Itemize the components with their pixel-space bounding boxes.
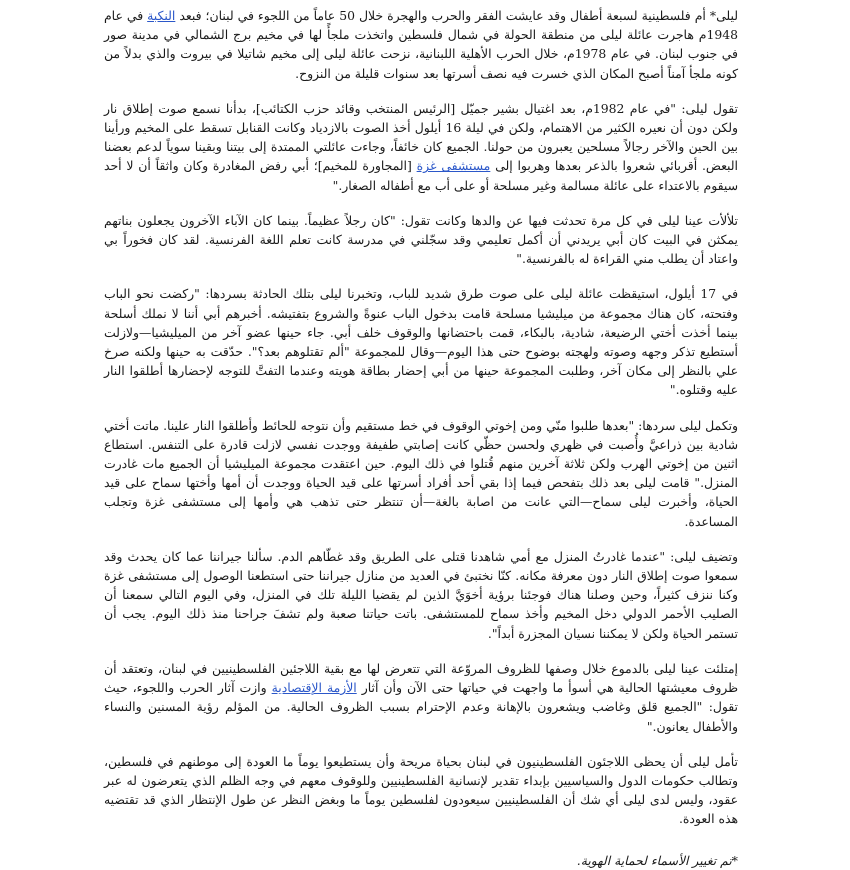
paragraph-1982-part-a: تقول ليلى: "في عام 1982م، بعد اغتيال بشير جميّل [الرئيس المنتخب وقائد حزب الكتائب]، بدأنا نسمع صوت إطلاق نار ولكن دون أن نعيره الكثير من الاهتمام، ولكن في ليلة 16 أيلول أخذ الصوت بالازدياد وكانت القنابل تسقط على المخيم ورأينا بين الحين والآخر رجالاً مسلحين يعبرون من حولنا. الجميع كان خائفاً، وجاءت عائلتي الممتدة إلى بيتنا وبقينا سوياً لدعم بعضنا البعض. أقربائي شعروا بالذعر بعدها وهربوا إلى — [104, 100, 739, 174]
paragraph-escape: وتضيف ليلى: "عندما غادرتُ المنزل مع أمي شاهدنا قتلى على الطريق وقد غطّاهم الدم. سألنا جيراننا عما كان يحدث وقد سمعوا صوت إطلاق النار دون معرفة مكانه. كنّا نختبئ في العديد من منازل جيراننا حتى استطعنا الوصول إلى مستشفى غزة وكنا ننزف كثيراً، وحين وصلنا هناك فوجئنا برؤية أخوَيَّ الذين لم يقضيا الليلة تلك في المنزل، وفي اليوم التالي سمعنا أن الصليب الأحمر الدولي دخل المخيم وأخذ سماح للمستشفى. باتت حياتنا صعبة ولم تشفَ جراحنا منذ ذلك اليوم. يجب أن تستمر الحياة ولكن لا يمكننا نسيان المجزرة أبداً". — [104, 548, 738, 641]
paragraph-hope: تأمل ليلى أن يحظى اللاجئون الفلسطينيون في لبنان بحياة مريحة وأن يستطيعوا يوماً ما العودة إلى موطنهم في فلسطين، وتطالب حكومات الدول والسياسيين بإبداء تقدير لإنسانية الفلسطينيين وللوقوف معهم في وجه الظلم الذي يتعرضون له عبر عقود، وليس لدى ليلى أي شك أن الفلسطينيين سيعودون لفلسطين يوماً ما وبغض النظر عن طول الإنتظار الذي قد تقتضيه هذه العودة. — [104, 753, 738, 827]
paragraph-intro — [104, 6, 738, 83]
paragraph-intro-part-a: ليلى* أم فلسطينية لسبعة أطفال وقد عايشت الفقر والحرب والهجرة خلال 50 عاماً من اللجوء في لبنان؛ فبعد — [175, 8, 739, 23]
paragraph-shooting: وتكمل ليلى سردها: "بعدها طلبوا منّي ومن إخوتي الوقوف في خط مستقيم وأن نتوجه للحائط وأطلقوا النار علينا. ماتت أختي شادية بين ذراعيَّ وأُصبت في ظهري ولحسن حظّي كانت إصابتي طفيفة ووجدت نفسي لازلت قادرة على التنفس. استطاع اثنين من إخوتي الهرب ولكن ثلاثة آخرين منهم قُتلوا في ذلك اليوم. حين اعتقدت مجموعة الميليشيا أن الجميع مات غادرت المنزل." قامت ليلى بعد ذلك بتفحص فيما إذا بقي أحد أفراد أسرتها على قيد الحياة ووجدت أن أمها وأختها سماح على قيد الحياة، وأخبرت ليلى سماح—التي عانت من اصابة بالغة—أن تنتظر حتى تذهب هي وأمها إلى مستشفى غزة وتجلب المساعدة. — [104, 417, 738, 529]
paragraph-current-conditions — [104, 659, 738, 736]
paragraph-september-17: في 17 أيلول، استيقظت عائلة ليلى على صوت طرق شديد للباب، وتخبرنا ليلى بتلك الحادثة بسردها: "ركضت نحو الباب وفتحته، كان هناك مجموعة من ميليشيا مسلحة قامت بدخول الباب عنوةً والشروع بتفتيشه. أخبرهم أبي أننا لا نملك أسلحة بينما أخذت أختي الرضيعة، شادية، بالبكاء، قمت باحتضانها والوقوف خلف أبي. جاء حينها عضو آخر من الميليشيا—ولازلت أستطيع تذكر وجهه وصوته ولهجته بوضوح حتى هذا اليوم—وقال للمجموعة "ألم تقتلوهم بعد؟". حدّقت به حينها ولكنه صرخ علي بالنظر إلى مكان آخر، وطلبت المجموعة حينها من أبي إحضار بطاقة هويته وعندما التفتَّ للتوجه لإحضارها أطلقوا النار عليه وقتلوه." — [104, 286, 738, 398]
link-economic-crisis[interactable]: الأزمة الإقتصادية — [271, 680, 357, 696]
link-nakba[interactable]: النكبة — [147, 8, 176, 23]
name-change-note: *تم تغيير الأسماء لحماية الهوية. — [576, 852, 738, 868]
paragraph-current-part-a: إمتلئت عينا ليلى بالدموع خلال وصفها للظروف المروّعة التي تتعرض لها مع بقية اللاجئين الفلسطينيين في لبنان، وتعتقد أن ظروف معيشتها الحالية هي أسوأ ما واجهت في حياتها حتى الآن وأن آثار — [104, 660, 738, 696]
paragraph-current-part-b: وازت آثار الحرب واللجوء، حيث تقول: "الجميع قلق وغاضب ويشعرون بالإهانة وعدم الإحترام بسبب الظروف الحالية. من المؤلم رؤية المسنين والنساء والأطفال يعانون." — [104, 680, 738, 734]
paragraph-intro-part-b: في عام 1948م هاجرت عائلة ليلى من منطقة الحولة في شمال فلسطين واتخذت ملجأً لها في مخيم برج الشمالي في مدينة صور في جنوب لبنان. في عام 1978م، خلال الحرب الأهلية اللبنانية، نزحت عائلة ليلى إلى مخيم شاتيلا في بيروت والذي بدلاً من كونه ملجأ آمناً أصبح المكان الذي خسرت فيه نصف أسرتها بعد سنوات قليلة من النزوح. — [104, 8, 738, 81]
paragraph-1982 — [104, 99, 738, 195]
link-gaza-hospital[interactable]: مستشفى غزة — [416, 158, 491, 174]
paragraph-father: تلألأت عينا ليلى في كل مرة تحدثت فيها عن والدها وكانت تقول: "كان رجلاً عظيماً. بينما كان الآباء الآخرون يجعلون بناتهم يمكثن في البيت كان أبي يريدني أن أكمل تعليمي وقد سجّلني في مدرسة كانت تعلم اللغة الفرنسية. لقد كان فخوراً بي واعتاد أن يطلب مني القراءة له بالفرنسية." — [104, 212, 738, 267]
paragraph-1982-part-b: [المجاورة للمخيم]؛ أبي رفض المغادرة وكان واثقاً أن لا أحد سيقوم بالاعتداء على عائلة مسالمة وغير مسلحة أو على أب مع أطفاله الصغار." — [104, 158, 738, 193]
